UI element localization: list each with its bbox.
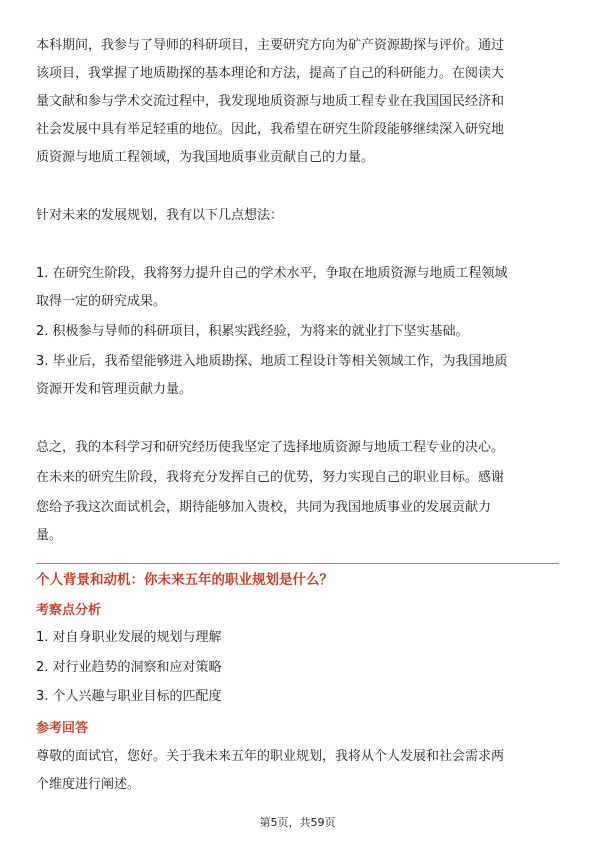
body-text-line: 量。 [36, 528, 63, 543]
body-text-line: 总之，我的本科学习和研究经历使我坚定了选择地质资源与地质工程专业的决心。 [36, 440, 505, 455]
body-text-line: 社会发展中具有举足轻重的地位。因此，我希望在研究生阶段能够继续深入研究地 [36, 122, 505, 137]
answer-text-line: 个维度进行阐述。 [36, 777, 141, 792]
question-title: 个人背景和动机：你未来五年的职业规划是什么？ [36, 572, 333, 588]
page-number: 第5页，共59页 [259, 816, 336, 829]
answer-heading: 参考回答 [36, 721, 89, 736]
body-text-line: 该项目，我掌握了地质勘探的基本理论和方法，提高了自己的科研能力。在阅读大 [36, 66, 505, 81]
analysis-item: 1. 对自身职业发展的规划与理解 [36, 630, 222, 645]
body-text-line: 针对未来的发展规划，我有以下几点想法： [36, 208, 284, 223]
analysis-item: 3. 个人兴趣与职业目标的匹配度 [36, 689, 222, 704]
body-text-line: 量文献和参与学术交流过程中，我发现地质资源与地质工程专业在我国国民经济和 [36, 94, 505, 109]
analysis-item: 2. 对行业趋势的洞察和应对策略 [36, 660, 222, 675]
body-text-line: 本科期间，我参与了导师的科研项目，主要研究方向为矿产资源勘探与评价。通过 [36, 38, 505, 53]
analysis-heading: 考察点分析 [36, 603, 102, 618]
body-text-line: 在未来的研究生阶段，我将充分发挥自己的优势，努力实现自己的职业目标。感谢 [36, 470, 505, 485]
plan-item-continued: 资源开发和管理贡献力量。 [36, 382, 193, 397]
section-divider [36, 563, 559, 564]
plan-item: 2. 积极参与导师的科研项目，积累实践经验，为将来的就业打下坚实基础。 [36, 324, 469, 339]
body-text-line: 质资源与地质工程领域，为我国地质事业贡献自己的力量。 [36, 150, 375, 165]
plan-item: 3. 毕业后，我希望能够进入地质勘探、地质工程设计等相关领域工作，为我国地质 [36, 354, 508, 369]
plan-item-continued: 取得一定的研究成果。 [36, 294, 167, 309]
plan-item: 1. 在研究生阶段，我将努力提升自己的学术水平，争取在地质资源与地质工程领域 [36, 266, 508, 281]
answer-text-line: 尊敬的面试官，您好。关于我未来五年的职业规划，我将从个人发展和社会需求两 [36, 749, 505, 764]
body-text-line: 您给予我这次面试机会，期待能够加入贵校，共同为我国地质事业的发展贡献力 [36, 500, 492, 515]
